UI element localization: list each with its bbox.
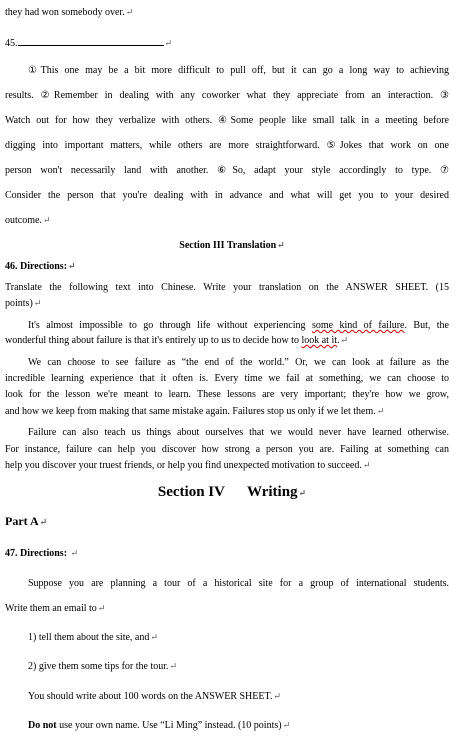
q46-directions: points)↵ — [5, 298, 42, 309]
option-line: outcome.↵ — [5, 215, 51, 226]
q46-label: 46. Directions:↵ — [5, 261, 76, 272]
q46-paragraph-2: look for the lesson we're meant to learn. These lessons are very important; they're how we grow, — [5, 389, 449, 400]
section-4-title: Section IV Writing↵ — [157, 484, 307, 500]
section-3-title: Section III Translation↵ — [179, 240, 285, 251]
q47-item-1: 1) tell them about the site, and↵ — [28, 632, 158, 643]
option-line: person won't necessarily land with another. ⑥So, adapt your style accordingly to type. ⑦ — [5, 165, 449, 176]
question-45: 45. ↵ — [5, 38, 173, 49]
q47-item-2: 2) give them some tips for the tour.↵ — [28, 661, 178, 672]
q46-paragraph-1: wonderful thing about failure is that it's entirely up to us to decide how to look at it.↵ — [5, 335, 349, 346]
top-line: they had won somebody over.↵ — [5, 7, 134, 18]
q46-paragraph-1: It's almost impossible to go through life without experiencing some kind of failure. But, the — [28, 320, 449, 331]
option-line: ①This one may be a bit more difficult to pull off, but it can go a long way to achieving — [28, 65, 449, 76]
q47-label: 47. Directions: ↵ — [5, 548, 79, 559]
q47-directions: Write them an email to↵ — [5, 603, 106, 614]
q47-name-note: Do not use your own name. Use “Li Ming” instead. (10 points)↵ — [28, 720, 291, 731]
q47-directions: Suppose you are planning a tour of a historical site for a group of international students. — [28, 578, 449, 589]
q46-paragraph-2: and how we keep from making that same mistake again. Failures stop us only if we let them.↵ — [5, 406, 385, 417]
q46-paragraph-3: For instance, failure can help you discover how strong a person you are. Failing at something can — [5, 444, 449, 455]
q45-answer-blank[interactable] — [18, 36, 164, 46]
q46-paragraph-3: Failure can also teach us things about ourselves that we would never have learned otherwise. — [28, 427, 449, 438]
option-line: digging into important matters, while others are more straightforward. ⑤Jokes that work on one — [5, 140, 449, 151]
option-line: results. ②Remember in dealing with any coworker what they appreciate from an interaction. ③ — [5, 90, 449, 101]
option-line: Consider the person that you're dealing with in advance and what will get you to your desired — [5, 190, 449, 201]
q46-paragraph-3: help you discover your truest friends, or help you find unexpected motivation to succeed.↵ — [5, 460, 371, 471]
q47-word-count: You should write about 100 words on the ANSWER SHEET.↵ — [28, 691, 281, 702]
q46-directions: Translate the following text into Chinese. Write your translation on the ANSWER SHEET. (15 — [5, 282, 449, 293]
q46-paragraph-2: We can choose to see failure as “the end of the world.” Or, we can look at failure as the — [28, 357, 449, 368]
part-a-title: Part A↵ — [5, 514, 48, 528]
q46-paragraph-2: incredible learning experience that it often is. Every time we fail at something, we can choose to — [5, 373, 449, 384]
option-line: Watch out for how they verbalize with others. ④Some people like small talk in a meeting before — [5, 115, 449, 126]
q45-label: 45. — [5, 38, 18, 49]
